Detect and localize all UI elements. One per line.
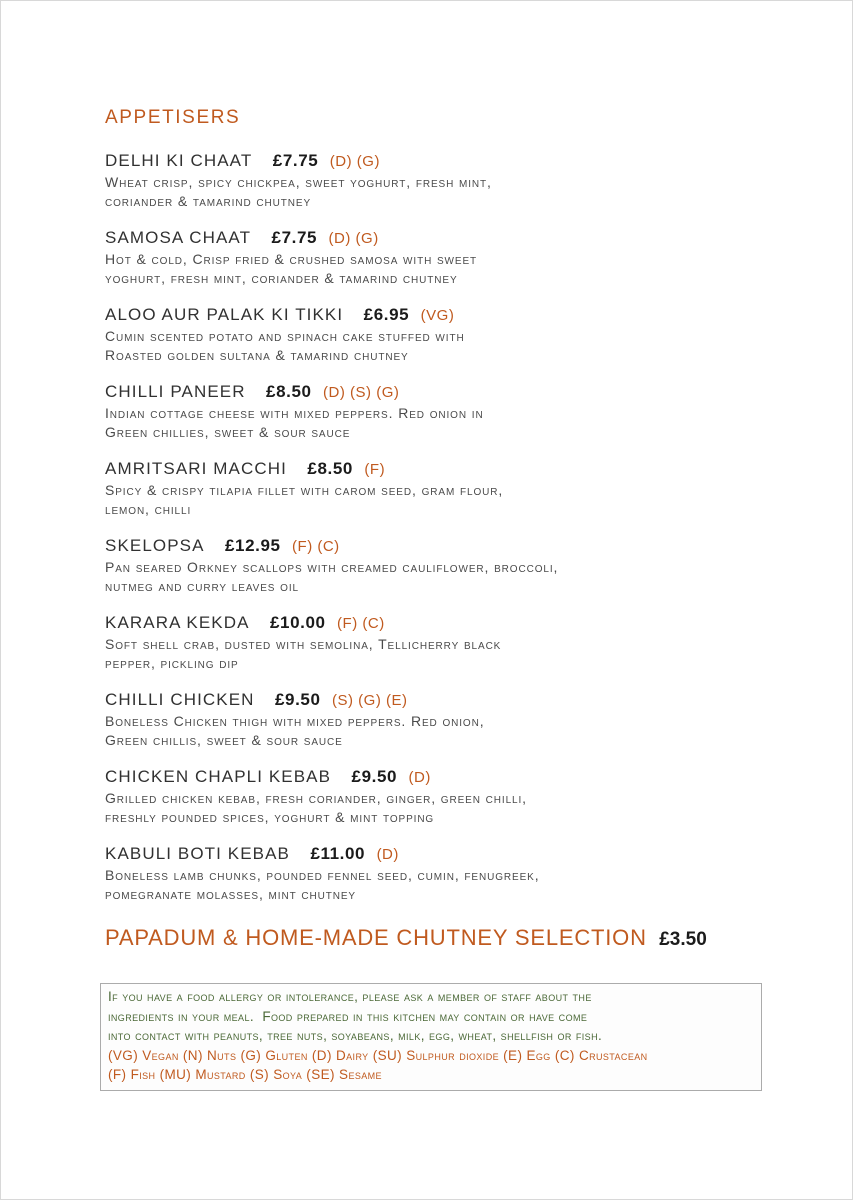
- allergy-notice-box: [100, 983, 762, 1091]
- menu-item-allergen-codes: (D) (S) (G): [323, 384, 400, 401]
- menu-item-name: SKELOPSA: [105, 536, 205, 555]
- menu-item-price: £10.00: [269, 613, 326, 632]
- menu-item-name: CHILLI CHICKEN: [105, 690, 255, 709]
- menu-item-name: ALOO AUR PALAK KI TIKKI: [105, 305, 344, 324]
- menu-item-title-row: [105, 612, 765, 635]
- menu-item-description-line: Wheat crisp, spicy chickpea, sweet yoghurt, fresh mint,: [105, 174, 492, 190]
- menu-item-name: KARARA KEKDA: [105, 613, 250, 632]
- menu-item: [105, 458, 765, 519]
- menu-item-allergen-codes: (D) (G): [329, 153, 380, 170]
- menu-item-title-row: [105, 304, 765, 327]
- menu-item: [105, 843, 765, 904]
- menu-item-description-line: coriander & tamarind chutney: [105, 193, 312, 209]
- menu-content: [105, 107, 765, 1091]
- allergy-statement-line: If you have a food allergy or intolerance, please ask a member of staff about the: [108, 989, 592, 1004]
- menu-item-allergen-codes: (F) (C): [337, 615, 385, 632]
- menu-item: [105, 689, 765, 750]
- menu-item-description-line: Grilled chicken kebab, fresh coriander, ginger, green chilli,: [105, 790, 527, 806]
- menu-item-description-line: Hot & cold, Crisp fried & crushed samosa with sweet: [105, 251, 478, 267]
- papadum-selection-row: [105, 924, 765, 955]
- papadum-selection-title: PAPADUM & HOME-MADE CHUTNEY SELECTION: [105, 925, 647, 950]
- menu-item-name: SAMOSA CHAAT: [105, 228, 252, 247]
- menu-item-description-line: Green chillies, sweet & sour sauce: [105, 424, 351, 440]
- menu-item-description-line: Pan seared Orkney scallops with creamed cauliflower, broccoli,: [105, 559, 559, 575]
- menu-item-allergen-codes: (D): [408, 769, 431, 786]
- menu-item-title-row: [105, 458, 765, 481]
- menu-item-description-line: nutmeg and curry leaves oil: [105, 578, 299, 594]
- menu-item-description-line: Green chillis, sweet & sour sauce: [105, 732, 343, 748]
- section-heading: APPETISERS: [105, 107, 241, 128]
- menu-item-title-row: [105, 766, 765, 789]
- allergen-key-line: (F) Fish (MU) Mustard (S) Soya (SE) Sesame: [108, 1067, 382, 1082]
- menu-item-allergen-codes: (F) (C): [292, 538, 340, 555]
- menu-item-allergen-codes: (VG): [420, 307, 455, 324]
- menu-item-description-line: Cumin scented potato and spinach cake stuffed with: [105, 328, 465, 344]
- menu-item-title-row: [105, 150, 765, 173]
- menu-item: [105, 381, 765, 442]
- menu-item-price: £11.00: [310, 844, 366, 863]
- menu-item: [105, 612, 765, 673]
- menu-item-allergen-codes: (F): [364, 461, 386, 478]
- menu-item-description-line: Soft shell crab, dusted with semolina, Tellicherry black: [105, 636, 502, 652]
- menu-item-price: £9.50: [351, 767, 398, 786]
- menu-item-description-line: freshly pounded spices, yoghurt & mint topping: [105, 809, 435, 825]
- menu-item-price: £9.50: [275, 690, 321, 709]
- menu-item: [105, 150, 765, 211]
- menu-item-allergen-codes: (D) (G): [328, 230, 379, 247]
- menu-item-title-row: [105, 227, 765, 250]
- menu-item-price: £12.95: [224, 536, 281, 555]
- menu-item: [105, 227, 765, 288]
- menu-item-price: £8.50: [307, 459, 353, 478]
- allergy-statement: [108, 987, 754, 1046]
- menu-item-description-line: pomegranate molasses, mint chutney: [105, 886, 356, 902]
- menu-item-title-row: [105, 843, 765, 866]
- menu-item-description-line: Roasted golden sultana & tamarind chutney: [105, 347, 409, 363]
- menu-item: [105, 304, 765, 365]
- menu-item-description-line: pepper, pickling dip: [105, 655, 239, 671]
- menu-item-allergen-codes: (D): [376, 846, 399, 863]
- menu-item-description-line: Boneless Chicken thigh with mixed peppers. Red onion,: [105, 713, 485, 729]
- menu-item-price: £6.95: [363, 305, 410, 324]
- menu-item-name: AMRITSARI MACCHI: [105, 459, 287, 478]
- menu-item-description-line: Spicy & crispy tilapia fillet with carom seed, gram flour,: [105, 482, 504, 498]
- menu-item: [105, 535, 765, 596]
- menu-item-allergen-codes: (S) (G) (E): [332, 692, 408, 709]
- menu-items-list: [105, 150, 765, 904]
- menu-item-description-line: lemon, chilli: [105, 501, 192, 517]
- menu-item-name: CHILLI PANEER: [105, 382, 246, 401]
- menu-item-price: £8.50: [266, 382, 312, 401]
- menu-item-description-line: Boneless lamb chunks, pounded fennel seed, cumin, fenugreek,: [105, 867, 540, 883]
- menu-item-title-row: [105, 535, 765, 558]
- allergy-statement-line: ingredients in your meal. Food prepared in this kitchen may contain or have come: [108, 1008, 588, 1024]
- menu-item-name: DELHI KI CHAAT: [105, 151, 253, 170]
- allergen-key: [108, 1046, 754, 1085]
- menu-item-name: KABULI BOTI KEBAB: [105, 844, 290, 863]
- menu-item-price: £7.75: [272, 151, 319, 170]
- allergen-key-line: (VG) Vegan (N) Nuts (G) Gluten (D) Dairy (SU) Sulphur dioxide (E) Egg (C) Crustacean: [108, 1047, 648, 1063]
- allergy-statement-line: into contact with peanuts, tree nuts, soyabeans, milk, egg, wheat, shellfish or fish.: [108, 1028, 603, 1043]
- menu-item-price: £7.75: [271, 228, 318, 247]
- menu-item-title-row: [105, 381, 765, 404]
- menu-item-title-row: [105, 689, 765, 712]
- menu-item: [105, 766, 765, 827]
- papadum-selection-price: £3.50: [659, 929, 707, 950]
- menu-item-description-line: Indian cottage cheese with mixed peppers. Red onion in: [105, 405, 484, 421]
- menu-item-description-line: yoghurt, fresh mint, coriander & tamarind chutney: [105, 270, 458, 286]
- menu-item-name: CHICKEN CHAPLI KEBAB: [105, 767, 332, 786]
